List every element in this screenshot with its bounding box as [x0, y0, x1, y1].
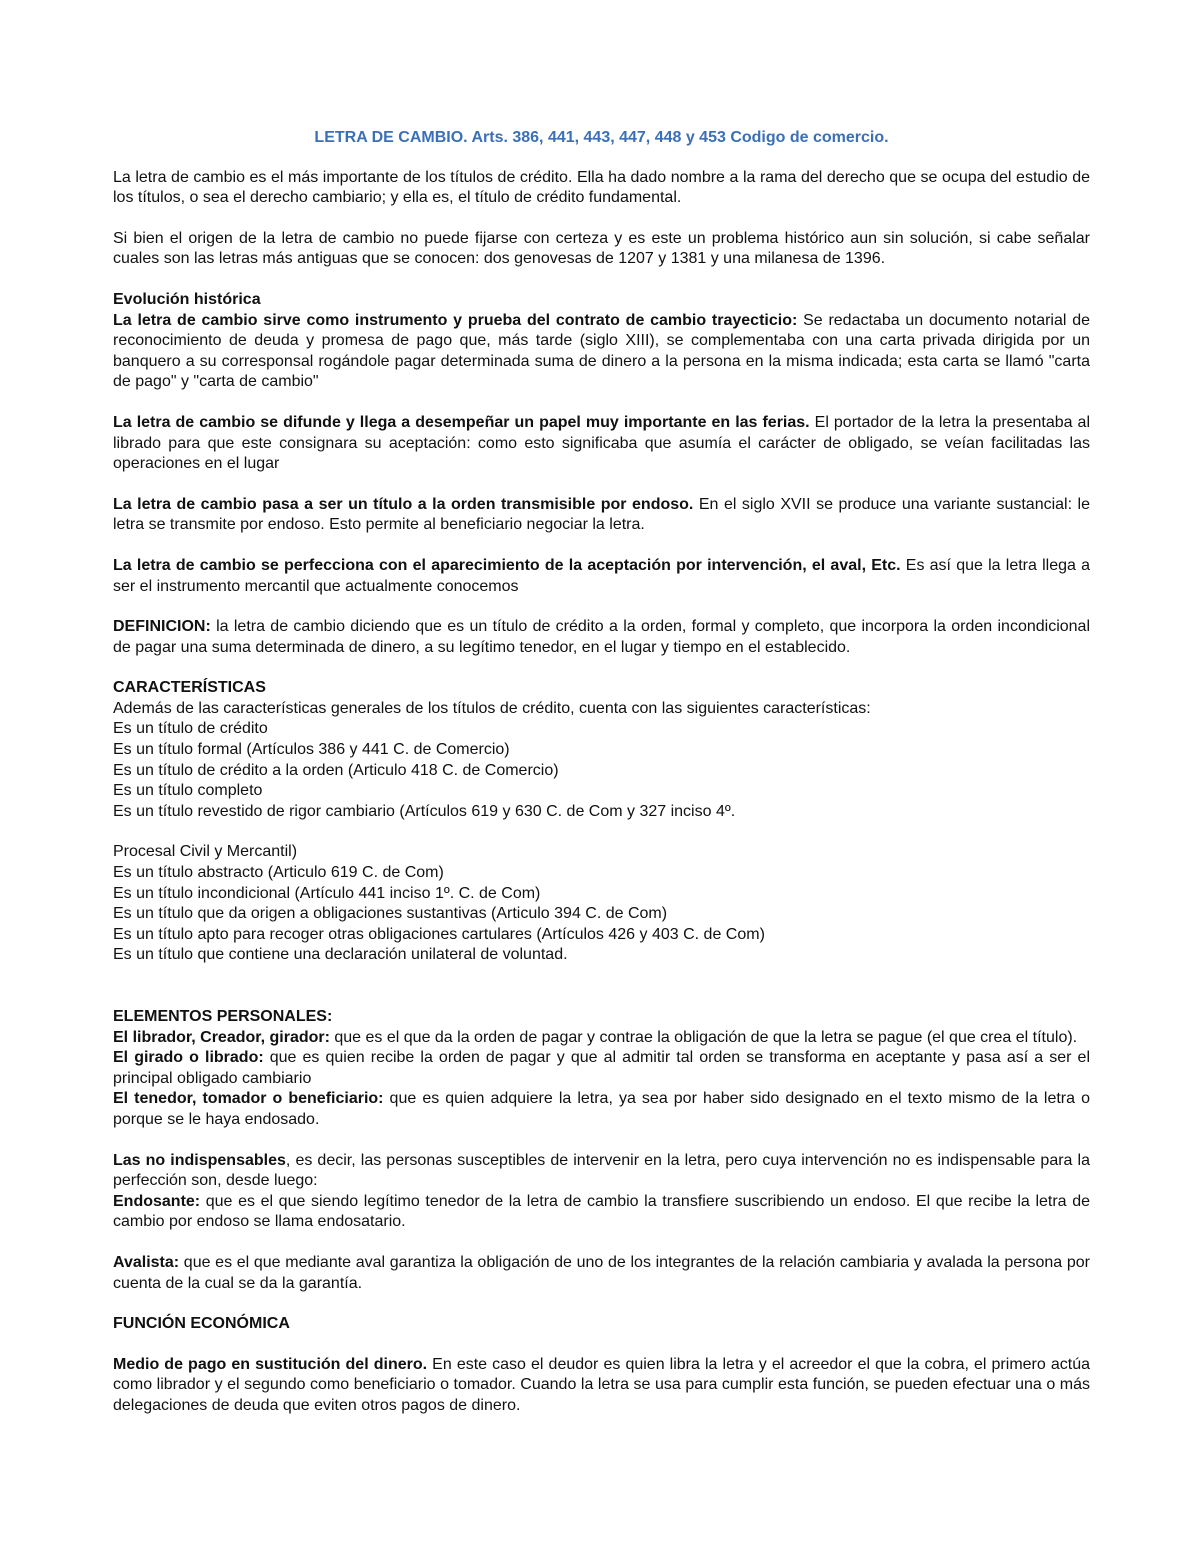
list-item: Es un título abstracto (Articulo 619 C. de Com): [113, 864, 444, 882]
evolucion-heading: Evolución histórica: [113, 290, 261, 308]
list-item: Es un título que da origen a obligaciones sustantivas (Articulo 394 C. de Com): [113, 905, 668, 923]
elementos-section: [113, 1007, 1090, 1131]
elemento-item: [113, 1089, 1090, 1130]
elementos-heading: ELEMENTOS PERSONALES:: [113, 1008, 333, 1025]
list-item: Procesal Civil y Mercantil): [113, 843, 298, 861]
endosante-bold: Endosante:: [113, 1192, 201, 1210]
elemento-item-text: que es el que da la orden de pagar y contrae la obligación de que la letra se pague (el que crea el título).: [329, 1028, 1078, 1046]
evolucion-item-text: El portador de la letra la presentaba al librado para que este consignara su aceptación: como esto significaba que asumía el carácter de obligado, se veían facilitadas las operaciones en el lugar: [113, 413, 1090, 473]
list-item: Es un título apto para recoger otras obligaciones cartulares (Artículos 426 y 403 C. de Com): [113, 925, 765, 943]
document-page: [113, 128, 1090, 1437]
evolucion-item: [113, 556, 1090, 597]
no-indispensables-text: , es decir, las personas susceptibles de intervenir en la letra, pero cuya intervención no es indispensable para la perfección son, desde luego:: [113, 1151, 1090, 1190]
elemento-item-text: que es quien recibe la orden de pagar y que al admitir tal orden se transforma en aceptante y pasa así a ser el principal obligado cambiario: [113, 1049, 1091, 1087]
list-item: Es un título que contiene una declaración unilateral de voluntad.: [113, 946, 568, 964]
evolucion-item-bold: La letra de cambio se difunde y llega a desempeñar un papel muy importante en las ferias.: [113, 413, 810, 431]
list-item: Es un título incondicional (Artículo 441 inciso 1º. C. de Com): [113, 884, 541, 902]
evolucion-item: [113, 495, 1090, 536]
endosante-text: que es el que siendo legítimo tenedor de la letra de cambio la transfiere suscribiendo un endoso. El que recibe la letra de cambio por endoso se llama endosatario.: [113, 1192, 1090, 1231]
list-item: Es un título completo: [113, 782, 263, 800]
avalista-paragraph: [113, 1253, 1090, 1294]
list-item: Es un título formal (Artículos 386 y 441 C. de Comercio): [113, 741, 510, 759]
evolucion-item-text: Se redactaba un documento notarial de reconocimiento de deuda y promesa de pago que, más tarde (siglo XIII), se complementaba con una carta privada dirigida por un banquero a su corresponsal rogándole pagar determinada suma de dinero a la persona en la misma indicada; esta carta se llamó "carta de pago" y "carta de cambio": [113, 311, 1091, 391]
evolucion-item-bold: La letra de cambio pasa a ser un título a la orden transmisible por endoso.: [113, 495, 694, 513]
document-title: LETRA DE CAMBIO. Arts. 386, 441, 443, 447, 448 y 453 Codigo de comercio.: [314, 129, 889, 146]
intro-paragraph-1: La letra de cambio es el más importante de los títulos de crédito. Ella ha dado nombre a la rama del derecho que se ocupa del estudio de los títulos, o sea el derecho cambiario; y ella es, el título de crédito fundamental.: [113, 168, 1090, 207]
evolucion-section: [113, 290, 1090, 597]
caracteristicas-intro: Además de las características generales de los títulos de crédito, cuenta con las siguientes características:: [113, 699, 871, 717]
elemento-item-bold: El tenedor, tomador o beneficiario:: [113, 1090, 384, 1108]
elemento-item-bold: El librador, Creador, girador:: [113, 1028, 330, 1046]
definicion-text: la letra de cambio diciendo que es un título de crédito a la orden, formal y completo, que incorpora la orden incondicional de pagar una suma determinada de dinero, a su legítimo tenedor, en el lugar y tiempo en el establecido.: [113, 618, 1090, 656]
definicion-paragraph: [113, 617, 1090, 658]
caracteristicas-section-2: [113, 842, 1090, 966]
caracteristicas-heading: CARACTERÍSTICAS: [113, 679, 266, 697]
elemento-item-bold: El girado o librado:: [113, 1049, 264, 1067]
elemento-item: [113, 1028, 1090, 1049]
funcion-bold: Medio de pago en sustitución del dinero.: [113, 1355, 428, 1373]
no-indispensables-section: [113, 1151, 1090, 1233]
list-item: Es un título de crédito a la orden (Articulo 418 C. de Comercio): [113, 761, 559, 779]
funcion-text: En este caso el deudor es quien libra la letra y el acreedor el que la cobra, el primero actúa como librador y el segundo como beneficiario o tomador. Cuando la letra se usa para cumplir esta función, se pueden efectuar una o más delegaciones de deuda que eviten otros pagos de dinero.: [113, 1355, 1090, 1414]
evolucion-item: [113, 311, 1090, 393]
list-item: Es un título revestido de rigor cambiario (Artículos 619 y 630 C. de Com y 327 inciso 4º.: [113, 802, 736, 820]
avalista-text: que es el que mediante aval garantiza la obligación de uno de los integrantes de la relación cambiaria y avalada la persona por cuenta de la cual se da la garantía.: [113, 1253, 1090, 1292]
caracteristicas-section: [113, 678, 1090, 822]
funcion-paragraph: [113, 1355, 1090, 1417]
evolucion-item-bold: La letra de cambio se perfecciona con el aparecimiento de la aceptación por intervención, el aval, Etc.: [113, 556, 901, 574]
funcion-heading: FUNCIÓN ECONÓMICA: [113, 1315, 290, 1333]
intro-paragraph-2: Si bien el origen de la letra de cambio no puede fijarse con certeza y es este un problema histórico aun sin solución, si cabe señalar cuales son las letras más antiguas que se conocen: dos genovesas de 1207 y 1381 y una milanesa de 1396.: [113, 229, 1090, 268]
avalista-bold: Avalista:: [113, 1253, 180, 1271]
evolucion-item: [113, 413, 1090, 475]
definicion-label: DEFINICION:: [113, 618, 211, 636]
no-indispensables-bold: Las no indispensables: [113, 1151, 286, 1169]
no-indispensables-paragraph: [113, 1151, 1090, 1192]
endosante-paragraph: [113, 1192, 1090, 1233]
evolucion-item-bold: La letra de cambio sirve como instrumento y prueba del contrato de cambio trayecticio:: [113, 311, 798, 329]
elemento-item-text: que es quien adquiere la letra, ya sea por haber sido designado en el texto mismo de la letra o porque se le haya endosado.: [113, 1090, 1090, 1128]
evolucion-item-text: En el siglo XVII se produce una variante sustancial: le letra se transmite por endoso. Esto permite al beneficiario negociar la letra.: [113, 495, 1091, 534]
list-item: Es un título de crédito: [113, 720, 268, 738]
evolucion-item-text: Es así que la letra llega a ser el instrumento mercantil que actualmente conocemos: [113, 556, 1091, 595]
elemento-item: [113, 1048, 1090, 1089]
